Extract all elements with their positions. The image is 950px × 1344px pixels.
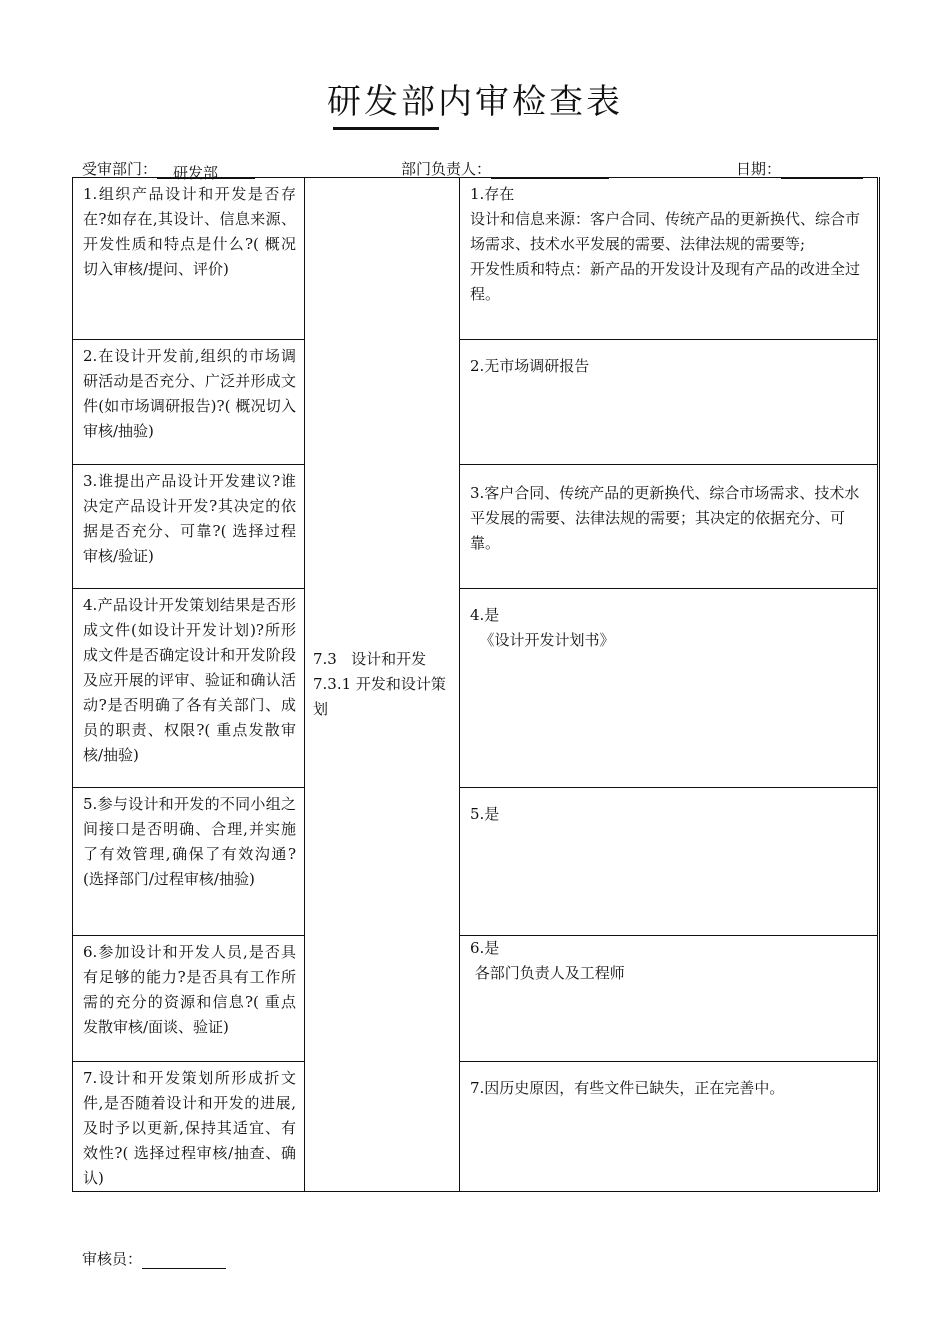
answer-cell <box>460 340 879 465</box>
answer-text: 7.因历史原因，有些文件已缺失，正在完善中。 <box>470 1079 785 1097</box>
question-cell: 7.设计和开发策划所形成折文件,是否随着设计和开发的进展,及时予以更新,保持其适宜、有效性?( 选择过程审核/抽查、确认) <box>73 1062 305 1192</box>
question-cell: 1.组织产品设计和开发是否存在?如存在,其设计、信息来源、开发性质和特点是什么?( 概况切入审核/提问、评价) <box>73 178 305 340</box>
table-row <box>73 788 879 936</box>
table-row <box>73 1062 879 1192</box>
auditor-label: 审核员： <box>82 1250 143 1268</box>
table-row <box>73 178 879 340</box>
answer-text: 2.无市场调研报告 <box>470 357 590 375</box>
audit-checklist-table <box>72 177 880 1192</box>
audited-dept-label: 受审部门： <box>82 160 158 178</box>
question-cell: 5.参与设计和开发的不同小组之间接口是否明确、合理,并实施了有效管理,确保了有效沟通?(选择部门/过程审核/抽验) <box>73 788 305 936</box>
question-cell: 4.产品设计开发策划结果是否形成文件(如设计开发计划)?所形成文件是否确定设计和开发阶段及应开展的评审、验证和确认活动?是否明确了各有关部门、成员的职责、权限?( 重点发散审核/抽验) <box>73 589 305 788</box>
answer-text: 3.客户合同、传统产品的更新换代、综合市场需求、技术水平发展的需要、法律法规的需要；其决定的依据充分、可靠。 <box>470 484 860 552</box>
auditor-field <box>82 1248 226 1269</box>
auditor-blank <box>142 1251 226 1269</box>
audited-dept-field <box>82 158 255 182</box>
clause-line: 7.3.1 开发和设计策划 <box>313 675 446 718</box>
answer-text: 1.存在 设计和信息来源：客户合同、传统产品的更新换代、综合市场需求、技术水平发展的需要、法律法规的需要等; 开发性质和特点：新产品的开发设计及现有产品的改进全过程。 <box>470 185 861 303</box>
answer-cell <box>460 936 879 1062</box>
answer-cell <box>460 465 879 589</box>
date-label: 日期： <box>736 160 782 178</box>
clause-line: 7.3 设计和开发 <box>313 650 427 668</box>
date-field <box>736 158 863 179</box>
dept-head-label: 部门负责人： <box>401 160 492 178</box>
table-row <box>73 936 879 1062</box>
answer-cell <box>460 589 879 788</box>
page-title: 研发部内审检查表 <box>327 82 623 122</box>
answer-text: 6.是 各部门负责人及工程师 <box>470 939 625 982</box>
answer-cell <box>460 788 879 936</box>
question-cell: 6.参加设计和开发人员,是否具有足够的能力?是否具有工作所需的充分的资源和信息?( 重点发散审核/面谈、验证) <box>73 936 305 1062</box>
answer-text: 4.是 《设计开发计划书》 <box>470 606 615 649</box>
question-cell: 2.在设计开发前,组织的市场调研活动是否充分、广泛并形成文件(如市场调研报告)?( 概况切入审核/抽验) <box>73 340 305 465</box>
table-row <box>73 340 879 465</box>
table-row <box>73 465 879 589</box>
title-underline <box>333 127 439 130</box>
clause-cell <box>305 178 460 1192</box>
table-row <box>73 589 879 788</box>
answer-text: 5.是 <box>470 805 500 823</box>
question-cell: 3.谁提出产品设计开发建议?谁决定产品设计开发?其决定的依据是否充分、可靠?( 选择过程审核/验证) <box>73 465 305 589</box>
answer-cell <box>460 178 879 340</box>
answer-cell <box>460 1062 879 1192</box>
audited-dept-value: 研发部 <box>157 162 255 179</box>
dept-head-field <box>401 158 609 179</box>
